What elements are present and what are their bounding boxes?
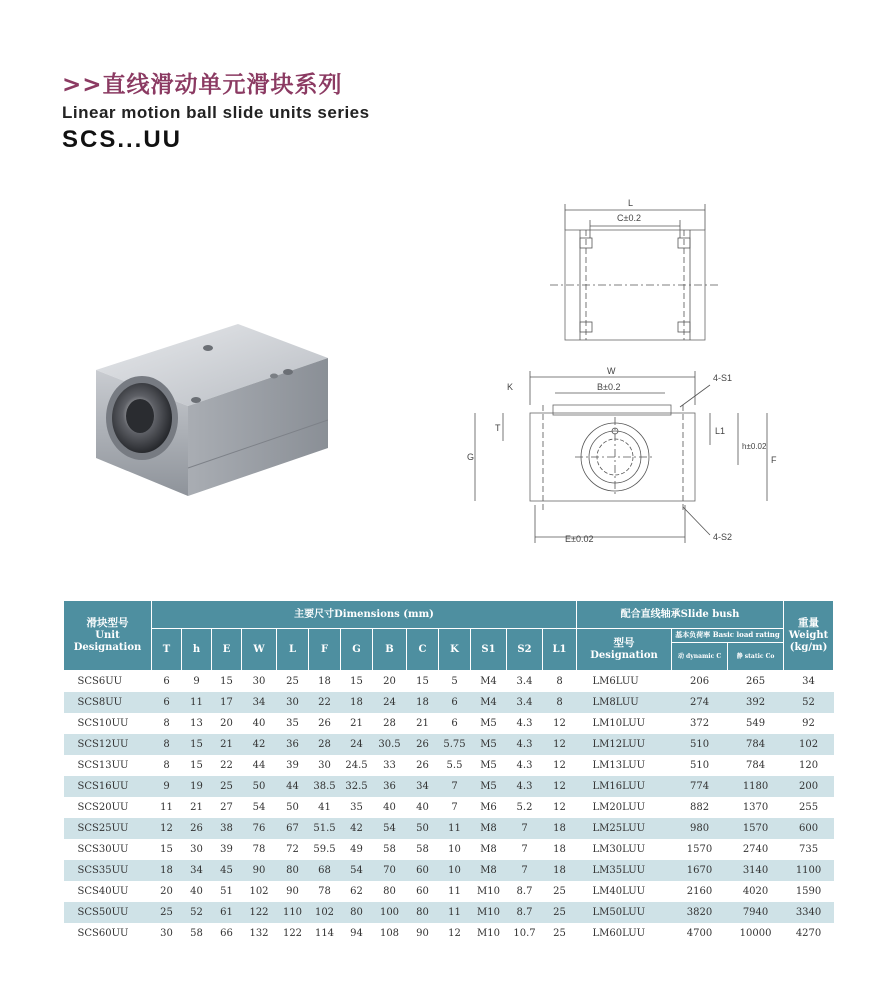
table-cell: 34 [784,671,834,692]
table-cell: 10 [439,860,471,881]
table-row [64,713,834,734]
dims-header-row [64,629,834,643]
table-cell: 51.5 [309,818,341,839]
table-cell: 52 [784,692,834,713]
table-cell: 372 [672,713,728,734]
table-cell: LM35LUU [577,860,672,881]
table-cell: 18 [543,839,577,860]
table-cell: 12 [543,797,577,818]
dim-label-S1: 4-S1 [713,373,733,383]
table-cell: LM10LUU [577,713,672,734]
dim-label-L: L [628,198,634,208]
table-cell: 34 [182,860,212,881]
table-cell: 25 [152,902,182,923]
dim-col-header: B [373,629,407,671]
table-cell: 12 [543,713,577,734]
table-cell: 3.4 [507,671,543,692]
table-cell: 28 [309,734,341,755]
table-cell: 36 [277,734,309,755]
dim-col-header: S2 [507,629,543,671]
table-cell: 80 [341,902,373,923]
table-cell: SCS10UU [64,713,152,734]
table-cell: 200 [784,776,834,797]
table-cell: LM13LUU [577,755,672,776]
table-cell: LM30LUU [577,839,672,860]
table-cell: 7 [507,839,543,860]
table-cell: 6 [152,692,182,713]
table-cell: 25 [543,923,577,944]
table-cell: SCS40UU [64,881,152,902]
dim-col-header: L1 [543,629,577,671]
table-cell: SCS20UU [64,797,152,818]
table-cell: M4 [471,671,507,692]
table-cell: M10 [471,881,507,902]
table-cell: 28 [373,713,407,734]
table-cell: M8 [471,860,507,881]
weight-header-en: Weight (kg/m) [788,629,829,653]
table-cell: 774 [672,776,728,797]
table-cell: 35 [277,713,309,734]
table-cell: 600 [784,818,834,839]
weight-header-cn: 重量 [798,617,820,630]
table-cell: 4020 [728,881,784,902]
table-cell: SCS13UU [64,755,152,776]
table-cell: 100 [373,902,407,923]
table-row [64,902,834,923]
table-cell: 114 [309,923,341,944]
table-cell: 27 [212,797,242,818]
table-cell: 882 [672,797,728,818]
table-cell: SCS50UU [64,902,152,923]
load-rating-header: 基本负荷率 Basic load rating [672,629,784,643]
table-cell: 5.2 [507,797,543,818]
table-cell: 7940 [728,902,784,923]
table-cell: 41 [309,797,341,818]
dim-label-E: E±0.02 [565,534,594,544]
spec-table [63,600,834,944]
table-cell: 40 [373,797,407,818]
table-cell: 3340 [784,902,834,923]
table-row [64,860,834,881]
table-cell: 17 [212,692,242,713]
table-cell: M10 [471,902,507,923]
slide-bush-header: 配合直线轴承Slide bush [577,601,784,629]
table-cell: 62 [341,881,373,902]
table-cell: 1590 [784,881,834,902]
table-cell: 120 [784,755,834,776]
table-row [64,692,834,713]
table-cell: 50 [277,797,309,818]
bush-model-en: Designation [590,649,658,661]
table-cell: 58 [182,923,212,944]
table-cell: 549 [728,713,784,734]
table-cell: 10000 [728,923,784,944]
table-cell: 35 [341,797,373,818]
table-cell: 4270 [784,923,834,944]
table-cell: 80 [277,860,309,881]
table-cell: 68 [309,860,341,881]
dim-label-L1: L1 [715,426,726,436]
table-cell: 6 [152,671,182,692]
table-cell: 15 [182,734,212,755]
table-cell: 19 [182,776,212,797]
table-cell: 25 [543,881,577,902]
table-cell: 510 [672,734,728,755]
table-cell: LM16LUU [577,776,672,797]
table-row [64,755,834,776]
table-row [64,776,834,797]
table-cell: 18 [152,860,182,881]
dim-col-header: T [152,629,182,671]
table-cell: 784 [728,755,784,776]
table-cell: 51 [212,881,242,902]
front-view-drawing [455,365,810,555]
table-cell: 20 [212,713,242,734]
table-cell: 3140 [728,860,784,881]
table-cell: 12 [543,755,577,776]
table-row [64,839,834,860]
title-en: Linear motion ball slide units series [62,103,370,122]
table-cell: 13 [182,713,212,734]
table-cell: 15 [182,755,212,776]
table-row [64,923,834,944]
table-cell: 30 [182,839,212,860]
table-cell: 60 [407,881,439,902]
table-cell: 7 [507,818,543,839]
table-cell: SCS16UU [64,776,152,797]
table-cell: 3.4 [507,692,543,713]
table-cell: 1370 [728,797,784,818]
table-cell: 90 [407,923,439,944]
table-cell: 7 [507,860,543,881]
table-cell: 1570 [672,839,728,860]
table-cell: 58 [407,839,439,860]
bush-designation-header [577,629,672,671]
dim-label-T: T [495,423,501,433]
table-cell: LM6LUU [577,671,672,692]
table-cell: 11 [182,692,212,713]
table-cell: 9 [182,671,212,692]
product-photo [78,318,328,498]
table-cell: 21 [182,797,212,818]
table-cell: SCS35UU [64,860,152,881]
table-cell: 122 [242,902,277,923]
table-cell: 206 [672,671,728,692]
table-cell: SCS60UU [64,923,152,944]
table-cell: 30 [309,755,341,776]
table-cell: 9 [152,776,182,797]
dim-label-K: K [507,382,514,392]
dim-label-S2: 4-S2 [713,532,733,542]
table-cell: 61 [212,902,242,923]
table-cell: 8 [543,671,577,692]
table-cell: 784 [728,734,784,755]
table-cell: 102 [242,881,277,902]
dim-col-header: G [341,629,373,671]
table-cell: 45 [212,860,242,881]
table-cell: 42 [341,818,373,839]
dim-col-header: W [242,629,277,671]
table-cell: 980 [672,818,728,839]
table-cell: SCS25UU [64,818,152,839]
table-cell: 8.7 [507,902,543,923]
dynamic-load-header: 动 dynamic C [672,643,728,671]
unit-header-en: Unit Designation [73,629,142,653]
table-cell: 12 [543,734,577,755]
dim-col-header: S1 [471,629,507,671]
dim-col-header: L [277,629,309,671]
table-cell: 21 [341,713,373,734]
table-cell: 92 [784,713,834,734]
table-cell: 33 [373,755,407,776]
table-cell: M5 [471,755,507,776]
table-cell: 40 [407,797,439,818]
table-cell: 22 [212,755,242,776]
table-cell: 10 [439,839,471,860]
table-cell: M8 [471,818,507,839]
dim-col-header: E [212,629,242,671]
table-row [64,671,834,692]
table-row [64,734,834,755]
table-cell: 21 [407,713,439,734]
table-cell: 66 [212,923,242,944]
unit-designation-header [64,601,152,671]
table-cell: 18 [543,818,577,839]
table-row [64,881,834,902]
table-cell: 735 [784,839,834,860]
table-cell: 108 [373,923,407,944]
table-cell: 50 [242,776,277,797]
table-cell: 18 [341,692,373,713]
table-cell: 20 [152,881,182,902]
table-cell: 58 [373,839,407,860]
static-load-header: 静 static Co [728,643,784,671]
table-cell: 15 [152,839,182,860]
table-cell: 24 [373,692,407,713]
table-cell: 60 [407,860,439,881]
table-cell: 32.5 [341,776,373,797]
table-cell: 25 [543,902,577,923]
table-cell: 94 [341,923,373,944]
table-cell: 50 [407,818,439,839]
table-cell: M8 [471,839,507,860]
table-cell: 5.5 [439,755,471,776]
table-cell: 36 [373,776,407,797]
weight-header [784,601,834,671]
table-cell: 15 [212,671,242,692]
table-cell: 21 [212,734,242,755]
table-cell: M5 [471,734,507,755]
table-cell: SCS30UU [64,839,152,860]
title-model: SCS...UU [62,126,183,153]
table-cell: 26 [182,818,212,839]
dim-label-h: h±0.02 [742,442,767,451]
dim-label-G: G [467,452,475,462]
table-cell: 25 [277,671,309,692]
table-cell: 5 [439,671,471,692]
table-cell: 4.3 [507,776,543,797]
table-cell: 4700 [672,923,728,944]
table-cell: 8 [543,692,577,713]
table-cell: 15 [341,671,373,692]
table-cell: 80 [407,902,439,923]
table-cell: SCS6UU [64,671,152,692]
table-cell: LM12LUU [577,734,672,755]
dim-col-header: C [407,629,439,671]
table-cell: LM40LUU [577,881,672,902]
table-row [64,797,834,818]
dim-label-C: C±0.2 [617,213,641,223]
table-cell: 11 [152,797,182,818]
table-cell: 25 [212,776,242,797]
table-cell: 42 [242,734,277,755]
table-cell: 40 [242,713,277,734]
table-cell: SCS8UU [64,692,152,713]
table-cell: 265 [728,671,784,692]
table-cell: 6 [439,692,471,713]
table-cell: 15 [407,671,439,692]
table-cell: 12 [152,818,182,839]
table-cell: 510 [672,755,728,776]
table-cell: 54 [341,860,373,881]
table-cell: 102 [309,902,341,923]
table-cell: 7 [439,797,471,818]
table-cell: 6 [439,713,471,734]
table-cell: 255 [784,797,834,818]
table-cell: 12 [543,776,577,797]
table-cell: 18 [407,692,439,713]
table-cell: 34 [242,692,277,713]
table-cell: 110 [277,902,309,923]
table-cell: 30 [242,671,277,692]
dimensions-header: 主要尺寸Dimensions (mm) [152,601,577,629]
spec-table-body [64,671,834,944]
table-cell: 38.5 [309,776,341,797]
table-cell: 2160 [672,881,728,902]
table-cell: 1100 [784,860,834,881]
dim-label-W: W [607,366,616,376]
table-cell: 39 [212,839,242,860]
table-cell: 132 [242,923,277,944]
table-cell: 26 [407,734,439,755]
table-cell: 30 [277,692,309,713]
table-cell: 20 [373,671,407,692]
table-cell: 11 [439,881,471,902]
dim-label-F: F [771,455,777,465]
table-cell: 54 [373,818,407,839]
table-cell: 11 [439,818,471,839]
table-cell: 44 [277,776,309,797]
table-cell: 39 [277,755,309,776]
table-cell: 2740 [728,839,784,860]
table-cell: 102 [784,734,834,755]
unit-header-cn: 滑块型号 [86,617,129,630]
table-cell: 4.3 [507,755,543,776]
table-cell: 40 [182,881,212,902]
table-cell: 24.5 [341,755,373,776]
dim-col-header: K [439,629,471,671]
table-cell: 12 [439,923,471,944]
table-cell: 78 [242,839,277,860]
table-cell: 18 [309,671,341,692]
table-cell: M5 [471,713,507,734]
table-cell: 1180 [728,776,784,797]
table-cell: 72 [277,839,309,860]
table-cell: 10.7 [507,923,543,944]
table-cell: 44 [242,755,277,776]
table-cell: 59.5 [309,839,341,860]
table-cell: 24 [341,734,373,755]
table-cell: 54 [242,797,277,818]
table-cell: M5 [471,776,507,797]
table-cell: 274 [672,692,728,713]
table-cell: SCS12UU [64,734,152,755]
table-cell: LM8LUU [577,692,672,713]
table-cell: 8.7 [507,881,543,902]
table-cell: LM25LUU [577,818,672,839]
table-cell: 34 [407,776,439,797]
table-cell: 30 [152,923,182,944]
table-cell: 8 [152,755,182,776]
table-cell: 22 [309,692,341,713]
table-cell: 8 [152,713,182,734]
table-cell: 30.5 [373,734,407,755]
table-cell: 26 [309,713,341,734]
table-cell: 67 [277,818,309,839]
table-cell: 90 [277,881,309,902]
table-cell: 5.75 [439,734,471,755]
top-view-drawing [520,190,750,350]
table-cell: 4.3 [507,734,543,755]
table-cell: M6 [471,797,507,818]
table-cell: M4 [471,692,507,713]
table-cell: 26 [407,755,439,776]
table-cell: 76 [242,818,277,839]
table-cell: 49 [341,839,373,860]
table-cell: 122 [277,923,309,944]
table-cell: 80 [373,881,407,902]
dim-col-header: h [182,629,212,671]
table-cell: 3820 [672,902,728,923]
table-cell: 392 [728,692,784,713]
table-cell: 18 [543,860,577,881]
dim-label-B: B±0.2 [597,382,621,392]
table-cell: LM50LUU [577,902,672,923]
table-cell: LM20LUU [577,797,672,818]
table-row [64,818,834,839]
table-cell: 38 [212,818,242,839]
table-cell: 1670 [672,860,728,881]
table-cell: LM60LUU [577,923,672,944]
table-cell: 70 [373,860,407,881]
table-cell: 4.3 [507,713,543,734]
table-cell: 52 [182,902,212,923]
table-cell: M10 [471,923,507,944]
bush-model-cn: 型号 [613,637,635,650]
title-cn: >>直线滑动单元滑块系列 [62,72,343,98]
table-cell: 11 [439,902,471,923]
table-cell: 7 [439,776,471,797]
table-cell: 8 [152,734,182,755]
dim-col-header: F [309,629,341,671]
table-cell: 90 [242,860,277,881]
table-cell: 78 [309,881,341,902]
table-cell: 1570 [728,818,784,839]
